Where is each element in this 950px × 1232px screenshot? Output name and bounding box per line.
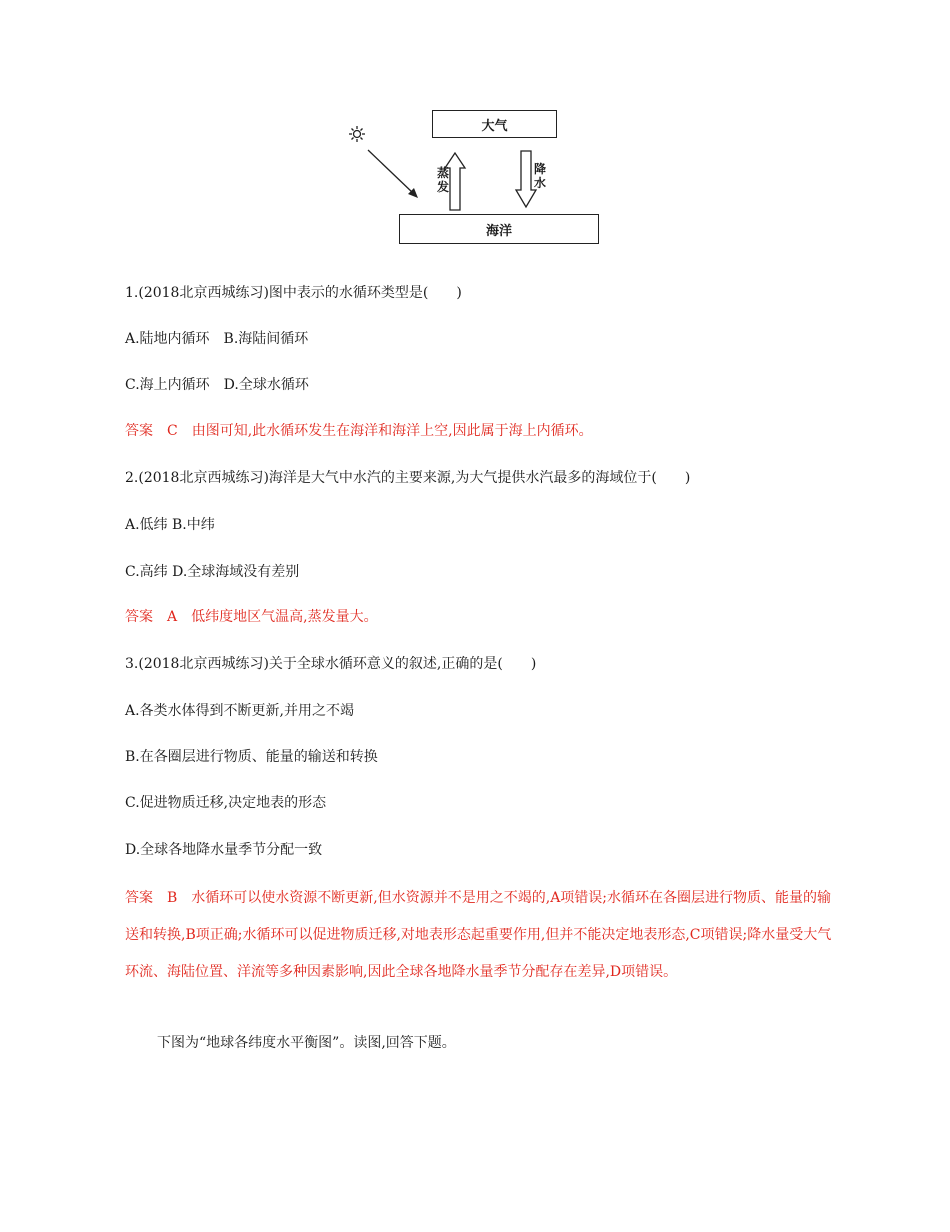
- precipitation-label: 降水: [533, 162, 546, 190]
- ocean-box: [399, 214, 599, 244]
- evaporation-label: 蒸发: [436, 166, 449, 194]
- sun-icon: [349, 126, 365, 142]
- question-3-stem: 3.(2018北京西城练习)关于全球水循环意义的叙述,正确的是( ): [125, 656, 537, 672]
- question-3-option-d: D.全球各地降水量季节分配一致: [125, 842, 323, 858]
- question-2-stem: 2.(2018北京西城练习)海洋是大气中水汽的主要来源,为大气提供水汽最多的海域位于( ): [125, 470, 691, 486]
- question-2-answer: [125, 607, 378, 627]
- answer-explanation: 低纬度地区气温高,蒸发量大。: [191, 609, 378, 625]
- question-2-options-ab: A.低纬 B.中纬: [125, 517, 215, 533]
- atmosphere-box: [432, 110, 557, 138]
- question-1-options-ab: A.陆地内循环 B.海陆间循环: [125, 331, 309, 347]
- question-3-option-c: C.促进物质迁移,决定地表的形态: [125, 795, 327, 811]
- answer-tag: 答案 A: [125, 609, 178, 625]
- answer-explanation: 水循环可以使水资源不断更新,但水资源并不是用之不竭的,A项错误;水循环在各圈层进行物质、能量的输送和转换,B项正确;水循环可以促进物质迁移,对地表形态起重要作用,但并不能决定地表形态,C项错误;降水量受大气环流、海陆位置、洋流等多种因素影响,因此全球各地降水量季节分配存在差异,D项错误。: [125, 890, 832, 980]
- question-2-options-cd: C.高纬 D.全球海域没有差别: [125, 564, 300, 580]
- answer-explanation: 由图可知,此水循环发生在海洋和海洋上空,因此属于海上内循环。: [191, 423, 593, 439]
- sunlight-arrow: [368, 150, 418, 198]
- question-3-answer: [125, 880, 835, 991]
- question-1-stem: 1.(2018北京西城练习)图中表示的水循环类型是( ): [125, 285, 462, 301]
- atmosphere-label: 大气: [481, 118, 508, 134]
- question-1-options-cd: C.海上内循环 D.全球水循环: [125, 377, 309, 393]
- question-3-option-b: B.在各圈层进行物质、能量的输送和转换: [125, 749, 378, 765]
- next-question-intro: 下图为“地球各纬度水平衡图”。读图,回答下题。: [157, 1035, 456, 1051]
- question-3-option-a: A.各类水体得到不断更新,并用之不竭: [125, 703, 355, 719]
- ocean-label: 海洋: [485, 223, 512, 239]
- answer-tag: 答案 C: [125, 423, 178, 439]
- question-1-answer: [125, 421, 593, 441]
- answer-tag: 答案 B: [125, 890, 178, 906]
- water-cycle-diagram: [340, 100, 620, 260]
